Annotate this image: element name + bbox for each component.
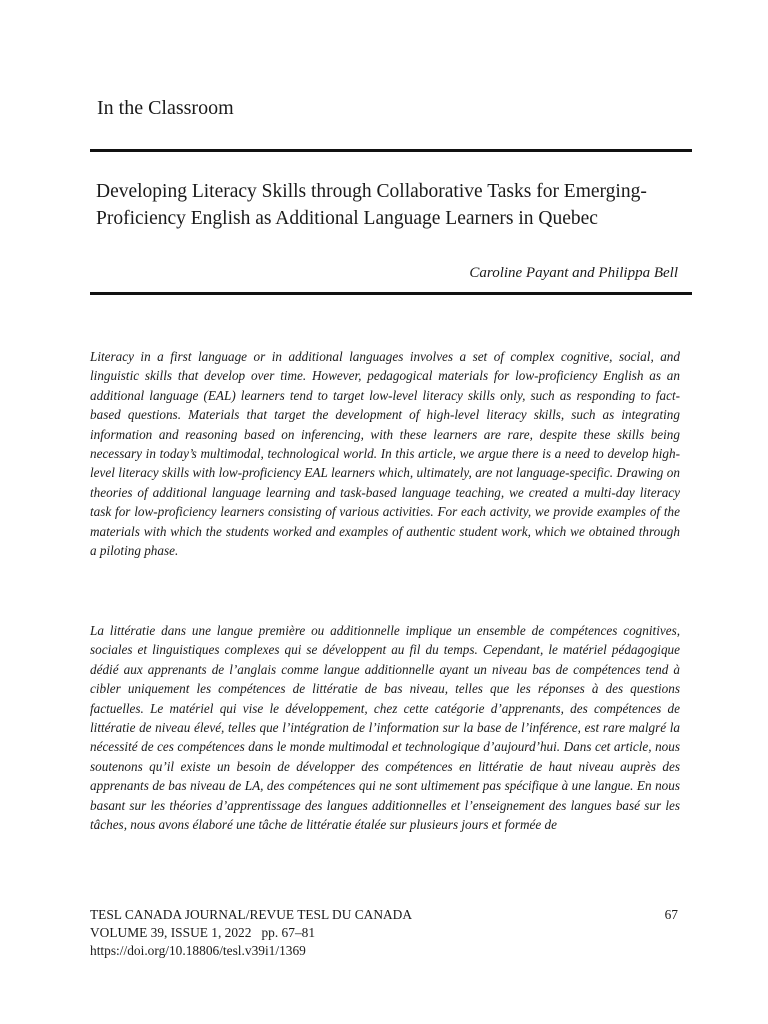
- article-title: Developing Literacy Skills through Collaborative Tasks for Emerging-Proficiency English as Additional Language Learners in Quebec: [96, 181, 647, 229]
- journal-name: TESL CANADA JOURNAL/REVUE TESL DU CANADA: [90, 907, 412, 922]
- abstract-english: Literacy in a first language or in additional languages involves a set of complex cognitive, social, and linguistic skills that develop over time. However, pedagogical materials for low-proficiency English as an additional language (EAL) learners tend to target low-level literacy skills only, such as responding to fact-based questions. Materials that target the development of high-level literacy skills, such as integrating information and reasoning based on inferencing, with these learners are rare, despite these skills being necessary in today’s multimodal, technological world. In this article, we argue there is a need to develop high-level literacy skills with low-proficiency EAL learners which, ultimately, are not language-specific. Drawing on theories of additional language learning and task-based language teaching, we created a multi-day literacy task for low-proficiency learners consisting of various activities. For each activity, we provide examples of the materials with which the students worked and examples of authentic student work, which we obtained through a piloting phase.: [90, 349, 680, 559]
- abstract-french: La littératie dans une langue première ou additionnelle implique un ensemble de compétences cognitives, sociales et linguistiques complexes qui se développent au fil du temps. Cependant, le matériel pédagogique dédié aux apprenants de l’anglais comme langue additionnelle ayant un niveau bas de compétences tend à cibler uniquement les compétences de littératie de bas niveau, telles que les réponses à des questions factuelles. Le matériel qui vise le développement, chez cette catégorie d’apprenants, des compétences de littératie de niveau élevé, telles que l’intégration de l’information sur la base de l’inférence, est rare malgré la nécessité de ces compétences dans le monde multimodal et technologique d’aujourd’hui. Dans cet article, nous soutenons qu’il existe un besoin de développer des compétences en littératie de haut niveau auprès des apprenants de bas niveau de LA, des compétences qui ne sont ultimement pas spécifique à une langue. En nous basant sur les théories d’apprentissage des langues additionnelles et l’enseignement des langues basé sur les tâches, nous avons élaboré une tâche de littératie étalée sur plusieurs jours et formée de: [90, 623, 680, 833]
- journal-footer: [90, 906, 412, 960]
- article-authors: Caroline Payant and Philippa Bell: [469, 265, 678, 281]
- journal-volume: VOLUME 39, ISSUE 1, 2022 pp. 67–81: [90, 925, 316, 940]
- page-number: 67: [664, 907, 678, 922]
- doi-link[interactable]: https://doi.org/10.18806/tesl.v39i1/1369: [90, 943, 306, 958]
- section-label: In the Classroom: [97, 97, 234, 119]
- title-bottom-rule: [90, 292, 692, 295]
- title-top-rule: [90, 149, 692, 152]
